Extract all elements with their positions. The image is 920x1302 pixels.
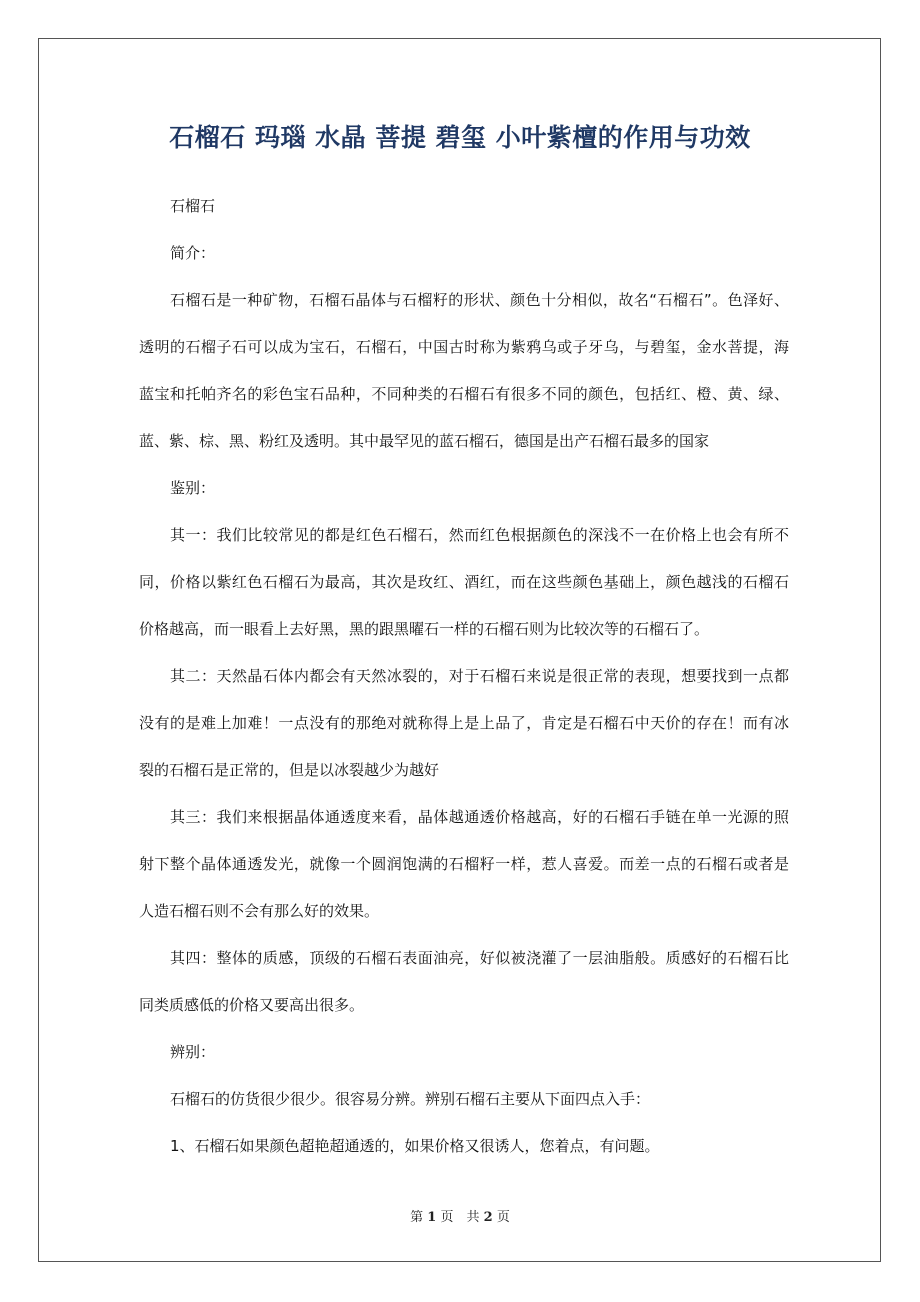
paragraph-line: 价格越高，而一眼看上去好黑，黑的跟黑曜石一样的石榴石则为比较次等的石榴石了。 (139, 620, 710, 638)
subheading: 辨别： (170, 1043, 216, 1061)
section-heading: 石榴石 (170, 197, 216, 215)
footer-suffix: 页 (496, 1210, 510, 1225)
subheading: 鉴别： (170, 479, 216, 497)
paragraph-line: 其三：我们来根据晶体通透度来看，晶体越通透价格越高，好的石榴石手链在单一光源的照 (170, 808, 789, 826)
paragraph-line: 射下整个晶体通透发光，就像一个圆润饱满的石榴籽一样，惹人喜爱。而差一点的石榴石或者是 (139, 855, 789, 873)
paragraph-line: 同，价格以紫红色石榴石为最高，其次是玫红、酒红，而在这些颜色基础上，颜色越浅的石榴石 (139, 573, 789, 591)
document-body (139, 194, 789, 1181)
paragraph-line: 其二：天然晶石体内都会有天然冰裂的，对于石榴石来说是很正常的表现，想要找到一点都 (170, 667, 789, 685)
total-page-count: 2 (483, 1210, 493, 1225)
footer-prefix: 第 (410, 1210, 424, 1225)
paragraph-line: 其四：整体的质感，顶级的石榴石表面油亮，好似被浇灌了一层油脂般。质感好的石榴石比 (170, 949, 789, 967)
paragraph-line: 透明的石榴子石可以成为宝石，石榴石，中国古时称为紫鸦乌或子牙乌，与碧玺，金水菩提，海 (139, 338, 789, 356)
paragraph-line: 没有的是难上加难！一点没有的那绝对就称得上是上品了，肯定是石榴石中天价的存在！而有冰 (139, 714, 789, 732)
paragraph-line: 人造石榴石则不会有那么好的效果。 (139, 902, 380, 920)
paragraph-line: 石榴石的仿货很少很少。很容易分辨。辨别石榴石主要从下面四点入手： (170, 1090, 651, 1108)
page-footer (0, 1206, 920, 1225)
paragraph-line: 裂的石榴石是正常的，但是以冰裂越少为越好 (139, 761, 440, 779)
footer-mid: 页 共 (440, 1210, 480, 1225)
paragraph-line: 1、石榴石如果颜色超艳超通透的，如果价格又很诱人，您着点，有问题。 (170, 1137, 660, 1155)
paragraph-line: 蓝、紫、棕、黑、粉红及透明。其中最罕见的蓝石榴石，德国是出产石榴石最多的国家 (139, 432, 710, 450)
document-title: 石榴石 玛瑙 水晶 菩提 碧玺 小叶紫檀的作用与功效 (169, 123, 751, 152)
paragraph-line: 同类质感低的价格又要高出很多。 (139, 996, 365, 1014)
subheading: 简介： (170, 244, 216, 262)
paragraph-line: 石榴石是一种矿物，石榴石晶体与石榴籽的形状、颜色十分相似，故名“石榴石”。色泽好、 (170, 291, 789, 309)
paragraph-line: 其一：我们比较常见的都是红色石榴石，然而红色根据颜色的深浅不一在价格上也会有所不 (170, 526, 789, 544)
paragraph-line: 蓝宝和托帕齐名的彩色宝石品种，不同种类的石榴石有很多不同的颜色，包括红、橙、黄、绿、 (139, 385, 789, 403)
current-page-number: 1 (427, 1210, 437, 1225)
